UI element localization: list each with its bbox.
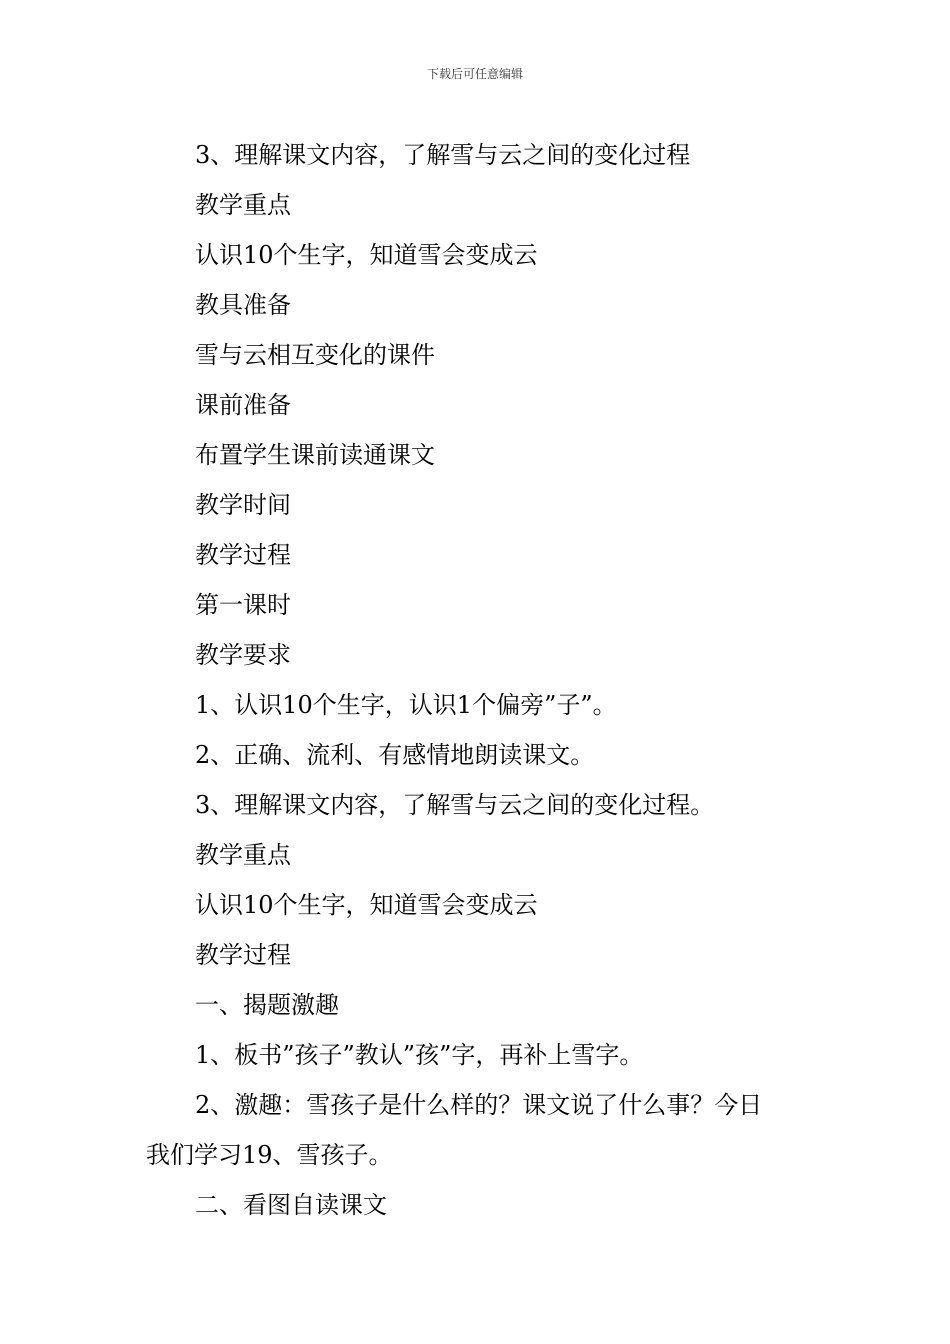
heading-teaching-time: 教学时间 — [195, 491, 291, 519]
key-points-text: 认识10个生字，知道雪会变成云 — [195, 241, 538, 269]
heading-preparation: 课前准备 — [195, 391, 291, 419]
heading-requirements: 教学要求 — [195, 641, 291, 669]
key-points-text-2: 认识10个生字，知道雪会变成云 — [195, 891, 538, 919]
step-1-item-2: 2、激趣：雪孩子是什么样的？课文说了什么事？今日 — [195, 1091, 763, 1119]
step-1-item-1: 1、板书”孩子”教认”孩”字，再补上雪字。 — [195, 1041, 644, 1069]
heading-teaching-process: 教学过程 — [195, 541, 291, 569]
step-1-item-2-continued: 我们学习19、雪孩子。 — [146, 1141, 393, 1169]
step-2-heading: 二、看图自读课文 — [195, 1191, 387, 1219]
requirement-2: 2、正确、流利、有感情地朗读课文。 — [195, 741, 595, 769]
preparation-text: 布置学生课前读通课文 — [195, 441, 435, 469]
requirement-3: 3、理解课文内容，了解雪与云之间的变化过程。 — [195, 791, 715, 819]
heading-teaching-process-2: 教学过程 — [195, 941, 291, 969]
requirement-1: 1、认识10个生字，认识1个偏旁”子”。 — [195, 691, 617, 719]
teaching-aids-text: 雪与云相互变化的课件 — [195, 341, 435, 369]
heading-key-points: 教学重点 — [195, 191, 291, 219]
document-body — [146, 130, 814, 1230]
heading-first-lesson: 第一课时 — [195, 591, 291, 619]
heading-key-points-2: 教学重点 — [195, 841, 291, 869]
heading-teaching-aids: 教具准备 — [195, 291, 291, 319]
step-1-heading: 一、揭题激趣 — [195, 991, 339, 1019]
page-header-note: 下载后可任意编辑 — [426, 67, 523, 81]
objective-3-line: 3、理解课文内容，了解雪与云之间的变化过程 — [195, 141, 691, 169]
